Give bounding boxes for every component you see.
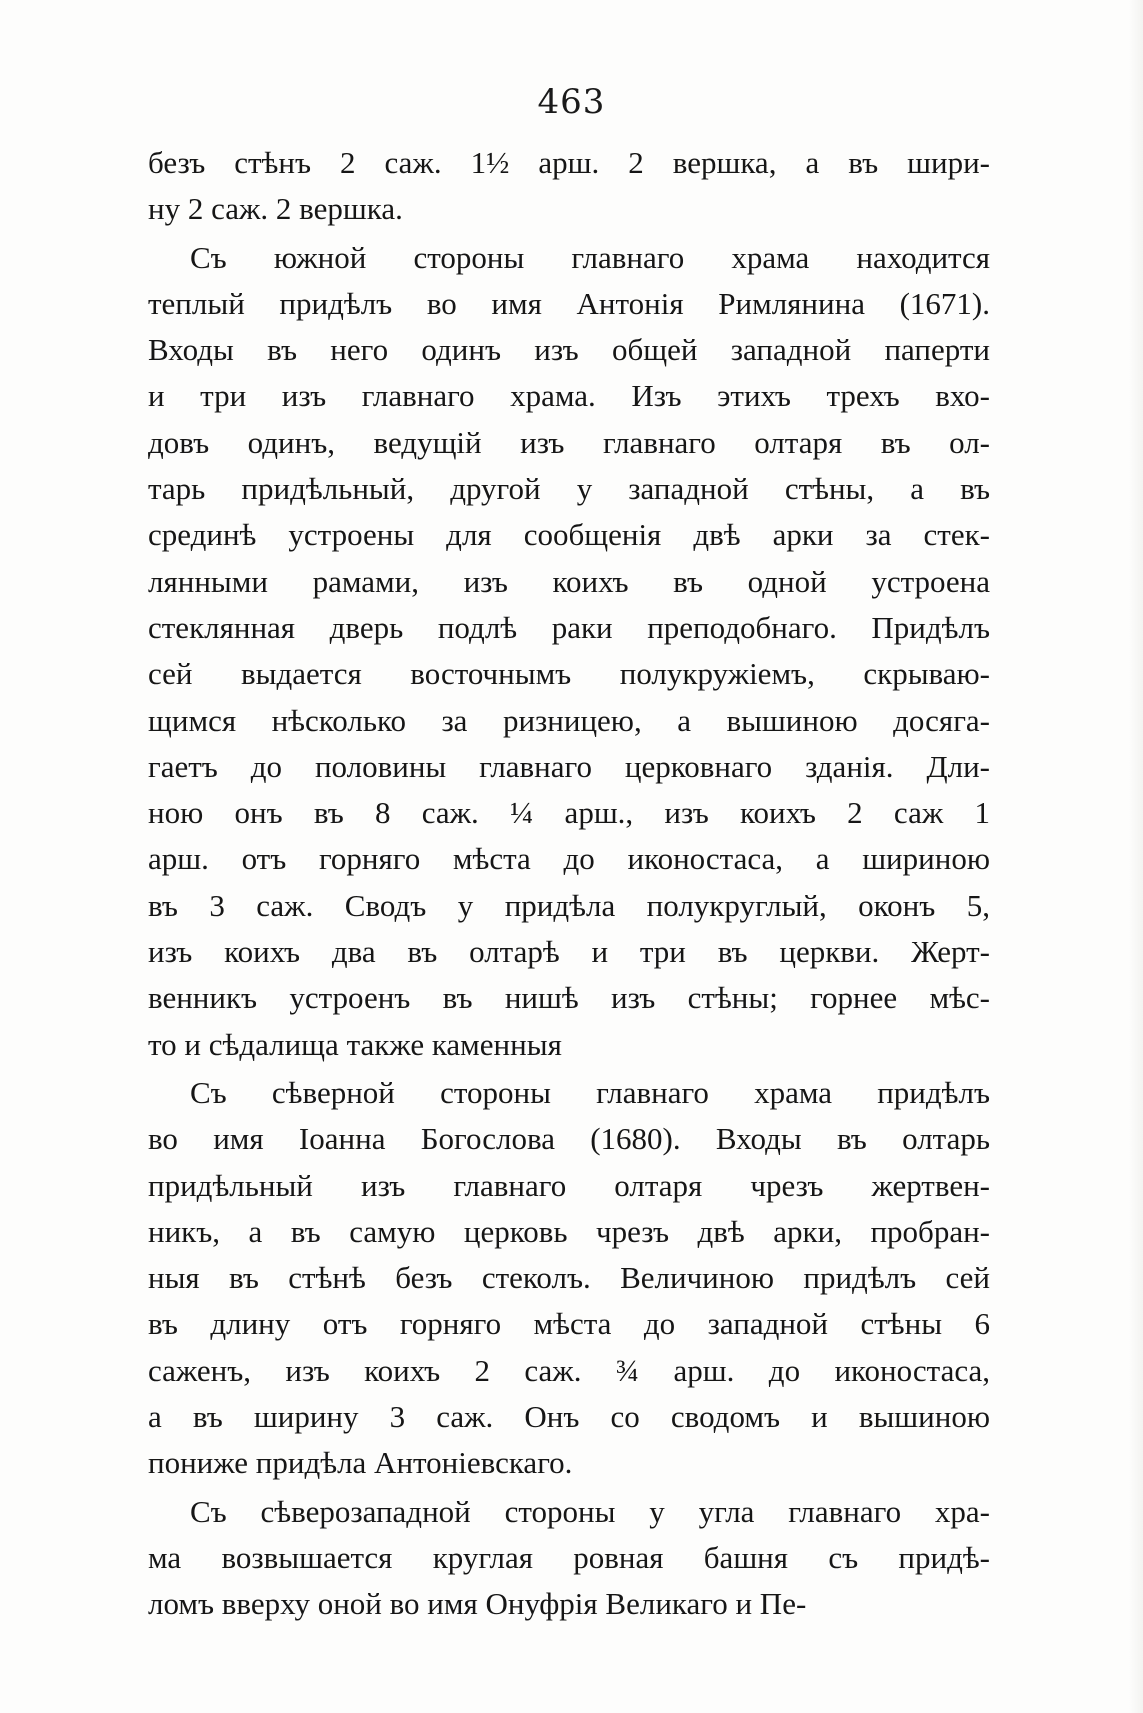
text-line: въ длину отъ горняго мѣста до западной стѣны 6 — [148, 1306, 990, 1342]
page-number: 463 — [537, 82, 606, 122]
text-line: сей выдается восточнымъ полукружіемъ, скрываю- — [148, 656, 990, 692]
text-line: ну 2 саж. 2 вершка. — [148, 191, 403, 227]
text-line: въ 3 саж. Сводъ у придѣла полукруглый, оконъ 5, — [148, 887, 990, 923]
text-line: то и сѣдалища также каменныя — [148, 1026, 562, 1062]
text-line: гаетъ до половины главнаго церковнаго зданія. Дли- — [148, 748, 990, 784]
text-line: довъ одинъ, ведущій изъ главнаго олтаря въ ол- — [148, 424, 990, 460]
text-line: арш. отъ горняго мѣста до иконостаса, а шириною — [148, 841, 990, 877]
text-line: а въ ширину 3 саж. Онъ со сводомъ и вышиною — [148, 1399, 990, 1435]
text-line: и три изъ главнаго храма. Изъ этихъ трехъ вхо- — [148, 378, 990, 414]
paragraph — [148, 235, 990, 1068]
text-line: во имя Іоанна Богослова (1680). Входы въ олтарь — [148, 1121, 990, 1157]
text-line: венникъ устроенъ въ нишѣ изъ стѣны; горнее мѣс- — [148, 980, 990, 1016]
text-line: Съ сѣверной стороны главнаго храма придѣлъ — [190, 1074, 990, 1110]
text-line: лянными рамами, изъ коихъ въ одной устроена — [148, 563, 990, 599]
paragraph — [148, 140, 990, 233]
text-line: Входы въ него одинъ изъ общей западной паперти — [148, 332, 990, 368]
text-line: тарь придѣльный, другой у западной стѣны, а въ — [148, 471, 990, 507]
text-line: срединѣ устроены для сообщенія двѣ арки за стек- — [148, 517, 990, 553]
text-line: ныя въ стѣнѣ безъ стеколъ. Величиною придѣлъ сей — [148, 1260, 990, 1296]
text-line: теплый придѣлъ во имя Антонія Римлянина (1671). — [148, 285, 990, 321]
text-line: саженъ, изъ коихъ 2 саж. ¾ арш. до иконостаса, — [148, 1352, 990, 1388]
paragraph — [148, 1070, 990, 1487]
text-line: ломъ вверху оной во имя Онуфрія Великаго и Пе- — [148, 1586, 807, 1622]
paragraph — [148, 1489, 990, 1628]
text-line: щимся нѣсколько за ризницею, а вышиною досяга- — [148, 702, 990, 738]
text-line: пониже придѣла Антоніевскаго. — [148, 1445, 573, 1481]
text-line: ма возвышается круглая ровная башня съ придѣ- — [148, 1539, 990, 1575]
page-edge-shadow — [1129, 0, 1143, 1713]
text-line: придѣльный изъ главнаго олтаря чрезъ жертвен- — [148, 1167, 990, 1203]
text-line: ною онъ въ 8 саж. ¼ арш., изъ коихъ 2 саж 1 — [148, 795, 990, 831]
text-line: никъ, а въ самую церковь чрезъ двѣ арки, пробран- — [148, 1213, 990, 1249]
text-line: Съ южной стороны главнаго храма находится — [190, 239, 990, 275]
text-line: стеклянная дверь подлѣ раки преподобнаго. Придѣлъ — [148, 609, 990, 645]
body-text — [148, 140, 990, 1628]
text-line: безъ стѣнъ 2 саж. 1½ арш. 2 вершка, а въ шири- — [148, 145, 990, 180]
text-line: изъ коихъ два въ олтарѣ и три въ церкви. Жерт- — [148, 934, 990, 970]
text-line: Съ сѣверозападной стороны у угла главнаго хра- — [190, 1493, 990, 1529]
